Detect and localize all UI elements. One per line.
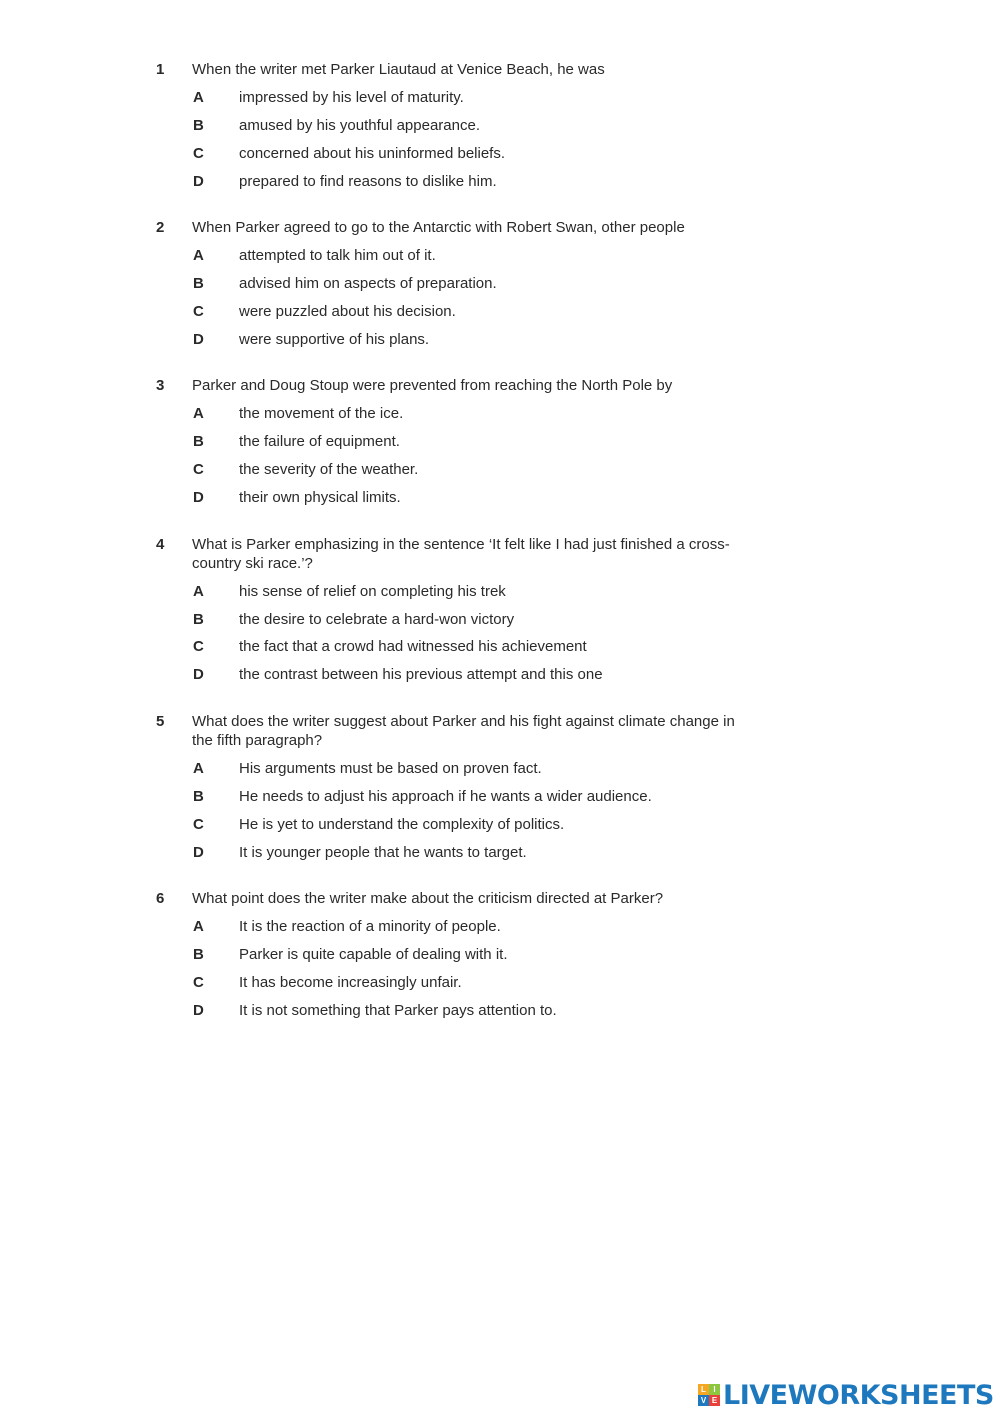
option-2c[interactable]	[0, 302, 1000, 322]
option-letter: B	[193, 788, 204, 805]
option-text: the contrast between his previous attempt and this one	[239, 666, 603, 683]
option-letter: B	[193, 611, 204, 628]
logo-mark-letter: I	[709, 1384, 720, 1395]
option-3d[interactable]	[0, 488, 1000, 508]
option-text: He needs to adjust his approach if he wants a wider audience.	[239, 788, 652, 805]
option-1c[interactable]	[0, 144, 1000, 164]
question-text: What does the writer suggest about Parker and his fight against climate change in the fifth paragraph?	[192, 713, 735, 749]
option-letter: D	[193, 331, 204, 348]
option-letter: A	[193, 89, 204, 106]
question-number: 3	[156, 377, 165, 394]
option-6b[interactable]	[0, 945, 1000, 965]
question-text: What is Parker emphasizing in the sentence ‘It felt like I had just finished a cross-country ski race.’?	[192, 536, 730, 572]
option-4b[interactable]	[0, 610, 1000, 630]
option-6d[interactable]	[0, 1001, 1000, 1021]
option-text: concerned about his uninformed beliefs.	[239, 145, 506, 162]
logo-mark-letter: L	[698, 1384, 709, 1395]
option-2d[interactable]	[0, 330, 1000, 350]
question-text: When Parker agreed to go to the Antarctic with Robert Swan, other people	[192, 219, 685, 236]
option-1d[interactable]	[0, 172, 1000, 192]
option-letter: C	[193, 145, 204, 162]
option-text: It is not something that Parker pays attention to.	[239, 1002, 557, 1019]
option-letter: C	[193, 974, 204, 991]
option-5c[interactable]	[0, 815, 1000, 835]
option-5b[interactable]	[0, 787, 1000, 807]
option-letter: B	[193, 433, 204, 450]
option-text: the movement of the ice.	[239, 405, 404, 422]
option-4a[interactable]	[0, 582, 1000, 602]
option-text: amused by his youthful appearance.	[239, 117, 480, 134]
option-5a[interactable]	[0, 759, 1000, 779]
option-letter: B	[193, 117, 204, 134]
question-text: When the writer met Parker Liautaud at Venice Beach, he was	[192, 61, 605, 78]
question-number: 5	[156, 713, 165, 730]
question-number: 6	[156, 890, 165, 907]
option-text: Parker is quite capable of dealing with it.	[239, 946, 508, 963]
option-2b[interactable]	[0, 274, 1000, 294]
question-number: 4	[156, 536, 165, 553]
option-text: He is yet to understand the complexity of politics.	[239, 816, 565, 833]
option-6c[interactable]	[0, 973, 1000, 993]
option-text: prepared to find reasons to dislike him.	[239, 173, 497, 190]
option-3c[interactable]	[0, 460, 1000, 480]
option-text: His arguments must be based on proven fact.	[239, 760, 542, 777]
option-4d[interactable]	[0, 665, 1000, 685]
logo-mark-icon	[698, 1384, 720, 1406]
option-letter: C	[193, 638, 204, 655]
logo-text: LIVEWORKSHEETS	[723, 1379, 994, 1411]
option-text: attempted to talk him out of it.	[239, 247, 436, 264]
option-letter: A	[193, 760, 204, 777]
option-4c[interactable]	[0, 637, 1000, 657]
option-text: the severity of the weather.	[239, 461, 419, 478]
question-text: What point does the writer make about the criticism directed at Parker?	[192, 890, 664, 907]
option-6a[interactable]	[0, 917, 1000, 937]
option-text: their own physical limits.	[239, 489, 401, 506]
question-text: Parker and Doug Stoup were prevented from reaching the North Pole by	[192, 377, 673, 394]
option-letter: A	[193, 247, 204, 264]
option-text: impressed by his level of maturity.	[239, 89, 464, 106]
option-letter: C	[193, 461, 204, 478]
question-number: 1	[156, 61, 165, 78]
option-text: the fact that a crowd had witnessed his achievement	[239, 638, 587, 655]
option-text: were puzzled about his decision.	[239, 303, 456, 320]
option-text: It has become increasingly unfair.	[239, 974, 462, 991]
option-1a[interactable]	[0, 88, 1000, 108]
option-text: his sense of relief on completing his trek	[239, 583, 506, 600]
logo-mark-letter: E	[709, 1395, 720, 1406]
option-letter: D	[193, 173, 204, 190]
option-1b[interactable]	[0, 116, 1000, 136]
option-letter: C	[193, 303, 204, 320]
option-letter: D	[193, 844, 204, 861]
option-letter: B	[193, 275, 204, 292]
option-letter: D	[193, 489, 204, 506]
option-letter: D	[193, 1002, 204, 1019]
option-5d[interactable]	[0, 843, 1000, 863]
question-number: 2	[156, 219, 165, 236]
option-text: were supportive of his plans.	[239, 331, 430, 348]
liveworksheets-logo[interactable]	[698, 1380, 994, 1410]
option-text: advised him on aspects of preparation.	[239, 275, 497, 292]
option-text: It is the reaction of a minority of people.	[239, 918, 501, 935]
option-letter: A	[193, 583, 204, 600]
option-2a[interactable]	[0, 246, 1000, 266]
option-3b[interactable]	[0, 432, 1000, 452]
option-letter: B	[193, 946, 204, 963]
option-text: the desire to celebrate a hard-won victory	[239, 611, 515, 628]
logo-mark-letter: V	[698, 1395, 709, 1406]
option-text: the failure of equipment.	[239, 433, 400, 450]
option-letter: A	[193, 918, 204, 935]
option-letter: D	[193, 666, 204, 683]
option-3a[interactable]	[0, 404, 1000, 424]
option-letter: A	[193, 405, 204, 422]
option-letter: C	[193, 816, 204, 833]
option-text: It is younger people that he wants to target.	[239, 844, 527, 861]
